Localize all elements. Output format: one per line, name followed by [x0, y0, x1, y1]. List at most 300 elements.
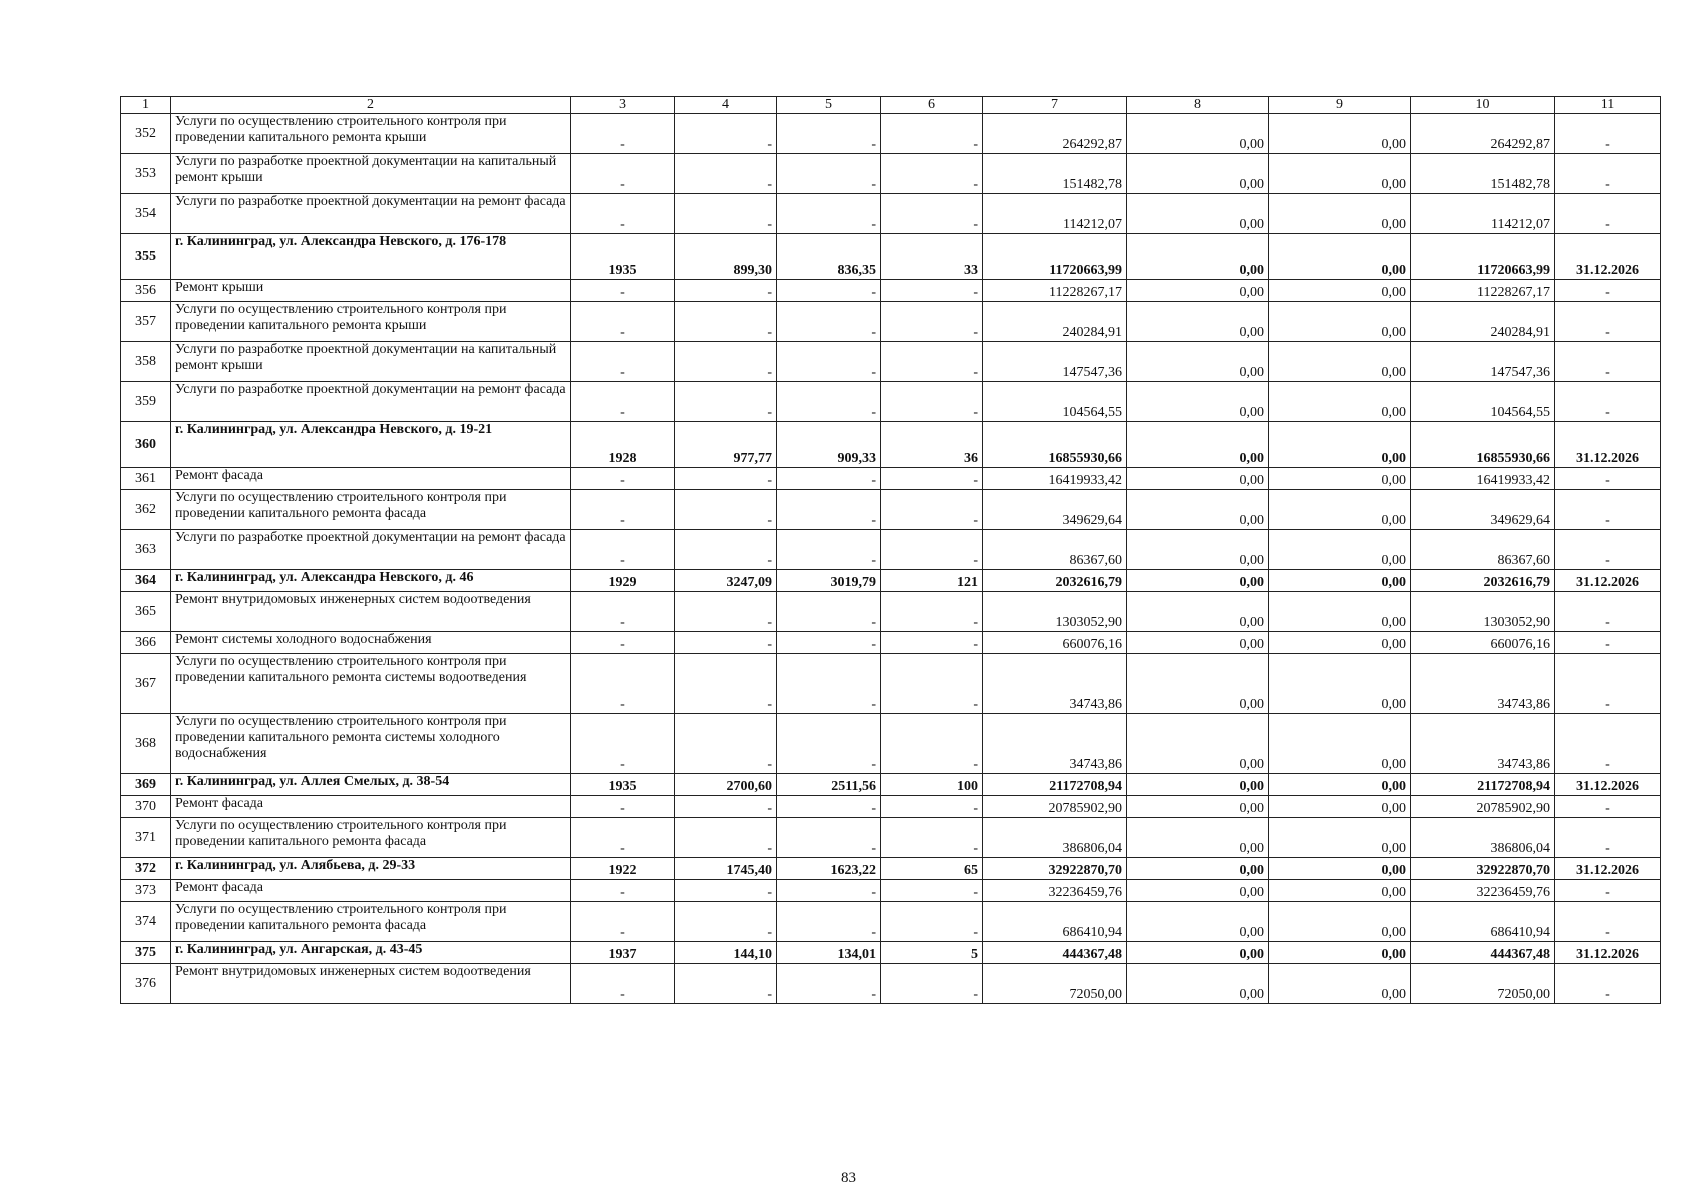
total-area: - [675, 154, 777, 194]
living-area: 3019,79 [777, 570, 881, 592]
completion-date: - [1555, 280, 1661, 302]
col-9-value: 0,00 [1269, 714, 1411, 774]
col-9-value: 0,00 [1269, 382, 1411, 422]
row-number: 353 [121, 154, 171, 194]
table-row [121, 654, 1661, 714]
build-year: 1928 [571, 422, 675, 468]
total-cost: 34743,86 [983, 714, 1127, 774]
total-area: - [675, 468, 777, 490]
table-row [121, 490, 1661, 530]
col-9-value: 0,00 [1269, 818, 1411, 858]
build-year: - [571, 880, 675, 902]
living-area: - [777, 302, 881, 342]
row-description: г. Калининград, ул. Александра Невского, д. 19-21 [171, 422, 571, 468]
row-description: Услуги по осуществлению строительного контроля при проведении капитального ремонта фасада [171, 902, 571, 942]
col-9-value: 0,00 [1269, 342, 1411, 382]
total-area: 1745,40 [675, 858, 777, 880]
row-description: Услуги по осуществлению строительного контроля при проведении капитального ремонта крыши [171, 302, 571, 342]
col-8-value: 0,00 [1127, 342, 1269, 382]
living-area: - [777, 714, 881, 774]
completion-date: - [1555, 490, 1661, 530]
total-cost: 114212,07 [983, 194, 1127, 234]
build-year: - [571, 818, 675, 858]
table-row [121, 796, 1661, 818]
col-9-value: 0,00 [1269, 234, 1411, 280]
address-row [121, 942, 1661, 964]
col-8-value: 0,00 [1127, 154, 1269, 194]
row-number: 362 [121, 490, 171, 530]
col-9-value: 0,00 [1269, 280, 1411, 302]
completion-date: - [1555, 114, 1661, 154]
total-cost: 686410,94 [983, 902, 1127, 942]
col-8-value: 0,00 [1127, 468, 1269, 490]
table-row [121, 280, 1661, 302]
completion-date: - [1555, 796, 1661, 818]
table-row [121, 592, 1661, 632]
living-area: - [777, 902, 881, 942]
row-description: г. Калининград, ул. Ангарская, д. 43-45 [171, 942, 571, 964]
residents-count: - [881, 964, 983, 1004]
col-10-value: 660076,16 [1411, 632, 1555, 654]
completion-date: 31.12.2026 [1555, 942, 1661, 964]
row-description: Услуги по разработке проектной документации на капитальный ремонт крыши [171, 154, 571, 194]
col-10-value: 16855930,66 [1411, 422, 1555, 468]
column-header: 4 [675, 97, 777, 114]
completion-date: - [1555, 654, 1661, 714]
col-8-value: 0,00 [1127, 796, 1269, 818]
completion-date: - [1555, 342, 1661, 382]
total-cost: 660076,16 [983, 632, 1127, 654]
living-area: - [777, 818, 881, 858]
total-area: - [675, 194, 777, 234]
total-cost: 16419933,42 [983, 468, 1127, 490]
row-number: 370 [121, 796, 171, 818]
col-10-value: 21172708,94 [1411, 774, 1555, 796]
col-8-value: 0,00 [1127, 880, 1269, 902]
completion-date: - [1555, 632, 1661, 654]
row-description: Услуги по осуществлению строительного контроля при проведении капитального ремонта крыши [171, 114, 571, 154]
row-description: Услуги по разработке проектной документации на ремонт фасада [171, 530, 571, 570]
col-8-value: 0,00 [1127, 858, 1269, 880]
column-header: 1 [121, 97, 171, 114]
row-description: Услуги по разработке проектной документации на капитальный ремонт крыши [171, 342, 571, 382]
col-8-value: 0,00 [1127, 194, 1269, 234]
residents-count: - [881, 114, 983, 154]
build-year: 1929 [571, 570, 675, 592]
build-year: - [571, 468, 675, 490]
total-cost: 1303052,90 [983, 592, 1127, 632]
col-9-value: 0,00 [1269, 490, 1411, 530]
row-number: 352 [121, 114, 171, 154]
residents-count: - [881, 632, 983, 654]
total-area: 977,77 [675, 422, 777, 468]
total-area: - [675, 632, 777, 654]
completion-date: - [1555, 818, 1661, 858]
col-9-value: 0,00 [1269, 592, 1411, 632]
table-row [121, 818, 1661, 858]
living-area: - [777, 194, 881, 234]
row-description: Услуги по осуществлению строительного контроля при проведении капитального ремонта фасада [171, 490, 571, 530]
residents-count: 100 [881, 774, 983, 796]
residents-count: - [881, 902, 983, 942]
residents-count: - [881, 382, 983, 422]
build-year: - [571, 964, 675, 1004]
column-header: 11 [1555, 97, 1661, 114]
total-cost: 264292,87 [983, 114, 1127, 154]
residents-count: - [881, 280, 983, 302]
col-10-value: 2032616,79 [1411, 570, 1555, 592]
table-row [121, 342, 1661, 382]
total-area: - [675, 490, 777, 530]
address-row [121, 774, 1661, 796]
col-10-value: 151482,78 [1411, 154, 1555, 194]
col-9-value: 0,00 [1269, 654, 1411, 714]
residents-count: 33 [881, 234, 983, 280]
column-header: 2 [171, 97, 571, 114]
col-10-value: 114212,07 [1411, 194, 1555, 234]
total-cost: 151482,78 [983, 154, 1127, 194]
col-8-value: 0,00 [1127, 114, 1269, 154]
completion-date: - [1555, 530, 1661, 570]
total-area: - [675, 796, 777, 818]
living-area: - [777, 468, 881, 490]
build-year: 1935 [571, 234, 675, 280]
build-year: - [571, 902, 675, 942]
col-9-value: 0,00 [1269, 774, 1411, 796]
residents-count: - [881, 654, 983, 714]
row-description: г. Калининград, ул. Аллея Смелых, д. 38-54 [171, 774, 571, 796]
total-area: - [675, 342, 777, 382]
build-year: - [571, 154, 675, 194]
col-9-value: 0,00 [1269, 902, 1411, 942]
total-cost: 72050,00 [983, 964, 1127, 1004]
total-area: - [675, 964, 777, 1004]
page-number: 83 [841, 1170, 856, 1186]
completion-date: - [1555, 382, 1661, 422]
living-area: - [777, 796, 881, 818]
col-10-value: 240284,91 [1411, 302, 1555, 342]
col-9-value: 0,00 [1269, 530, 1411, 570]
col-8-value: 0,00 [1127, 902, 1269, 942]
row-description: Ремонт фасада [171, 468, 571, 490]
total-area: - [675, 902, 777, 942]
row-description: Ремонт внутридомовых инженерных систем водоотведения [171, 592, 571, 632]
residents-count: - [881, 818, 983, 858]
total-area: - [675, 592, 777, 632]
repair-program-table [120, 96, 1661, 1004]
total-cost: 16855930,66 [983, 422, 1127, 468]
residents-count: 65 [881, 858, 983, 880]
table-row [121, 382, 1661, 422]
residents-count: - [881, 342, 983, 382]
col-9-value: 0,00 [1269, 114, 1411, 154]
row-number: 375 [121, 942, 171, 964]
row-description: Услуги по разработке проектной документации на ремонт фасада [171, 382, 571, 422]
build-year: - [571, 342, 675, 382]
col-8-value: 0,00 [1127, 234, 1269, 280]
row-number: 365 [121, 592, 171, 632]
living-area: 134,01 [777, 942, 881, 964]
living-area: 1623,22 [777, 858, 881, 880]
col-8-value: 0,00 [1127, 632, 1269, 654]
col-10-value: 686410,94 [1411, 902, 1555, 942]
living-area: 909,33 [777, 422, 881, 468]
column-header: 6 [881, 97, 983, 114]
living-area: - [777, 654, 881, 714]
total-area: - [675, 280, 777, 302]
row-number: 355 [121, 234, 171, 280]
address-row [121, 570, 1661, 592]
completion-date: - [1555, 302, 1661, 342]
row-number: 371 [121, 818, 171, 858]
residents-count: - [881, 302, 983, 342]
completion-date: - [1555, 880, 1661, 902]
build-year: 1922 [571, 858, 675, 880]
completion-date: 31.12.2026 [1555, 858, 1661, 880]
total-cost: 349629,64 [983, 490, 1127, 530]
living-area: - [777, 964, 881, 1004]
column-header: 7 [983, 97, 1127, 114]
table-row [121, 530, 1661, 570]
row-description: Ремонт фасада [171, 880, 571, 902]
total-cost: 104564,55 [983, 382, 1127, 422]
total-area: - [675, 382, 777, 422]
build-year: - [571, 490, 675, 530]
table-row [121, 114, 1661, 154]
row-description: Услуги по осуществлению строительного контроля при проведении капитального ремонта фасада [171, 818, 571, 858]
col-9-value: 0,00 [1269, 154, 1411, 194]
total-cost: 32236459,76 [983, 880, 1127, 902]
living-area: 836,35 [777, 234, 881, 280]
residents-count: - [881, 880, 983, 902]
total-cost: 34743,86 [983, 654, 1127, 714]
living-area: - [777, 114, 881, 154]
col-10-value: 1303052,90 [1411, 592, 1555, 632]
residents-count: - [881, 530, 983, 570]
col-10-value: 147547,36 [1411, 342, 1555, 382]
residents-count: 121 [881, 570, 983, 592]
col-9-value: 0,00 [1269, 632, 1411, 654]
col-9-value: 0,00 [1269, 858, 1411, 880]
build-year: - [571, 194, 675, 234]
living-area: - [777, 632, 881, 654]
column-header: 5 [777, 97, 881, 114]
col-8-value: 0,00 [1127, 818, 1269, 858]
living-area: - [777, 280, 881, 302]
total-cost: 147547,36 [983, 342, 1127, 382]
address-row [121, 858, 1661, 880]
total-area: - [675, 302, 777, 342]
col-8-value: 0,00 [1127, 942, 1269, 964]
col-10-value: 34743,86 [1411, 654, 1555, 714]
col-9-value: 0,00 [1269, 880, 1411, 902]
total-area: - [675, 880, 777, 902]
row-description: Ремонт внутридомовых инженерных систем водоотведения [171, 964, 571, 1004]
col-10-value: 32922870,70 [1411, 858, 1555, 880]
build-year: - [571, 382, 675, 422]
table-row [121, 194, 1661, 234]
residents-count: 36 [881, 422, 983, 468]
col-9-value: 0,00 [1269, 570, 1411, 592]
row-description: г. Калининград, ул. Александра Невского, д. 46 [171, 570, 571, 592]
col-9-value: 0,00 [1269, 964, 1411, 1004]
total-cost: 11720663,99 [983, 234, 1127, 280]
build-year: - [571, 280, 675, 302]
total-area: 2700,60 [675, 774, 777, 796]
col-10-value: 104564,55 [1411, 382, 1555, 422]
row-number: 361 [121, 468, 171, 490]
col-9-value: 0,00 [1269, 796, 1411, 818]
living-area: - [777, 880, 881, 902]
col-9-value: 0,00 [1269, 468, 1411, 490]
residents-count: - [881, 592, 983, 632]
document-page [120, 96, 1660, 1004]
row-description: Ремонт фасада [171, 796, 571, 818]
completion-date: 31.12.2026 [1555, 570, 1661, 592]
table-row [121, 964, 1661, 1004]
total-cost: 11228267,17 [983, 280, 1127, 302]
col-8-value: 0,00 [1127, 964, 1269, 1004]
build-year: - [571, 654, 675, 714]
table-row [121, 468, 1661, 490]
total-area: 3247,09 [675, 570, 777, 592]
col-10-value: 349629,64 [1411, 490, 1555, 530]
table-row [121, 714, 1661, 774]
residents-count: - [881, 796, 983, 818]
living-area: - [777, 592, 881, 632]
build-year: - [571, 302, 675, 342]
row-number: 358 [121, 342, 171, 382]
col-10-value: 16419933,42 [1411, 468, 1555, 490]
table-body [121, 114, 1661, 1004]
build-year: - [571, 592, 675, 632]
column-header: 9 [1269, 97, 1411, 114]
col-10-value: 72050,00 [1411, 964, 1555, 1004]
row-number: 374 [121, 902, 171, 942]
build-year: - [571, 796, 675, 818]
living-area: - [777, 382, 881, 422]
residents-count: - [881, 194, 983, 234]
col-9-value: 0,00 [1269, 422, 1411, 468]
col-8-value: 0,00 [1127, 592, 1269, 632]
row-number: 357 [121, 302, 171, 342]
completion-date: - [1555, 154, 1661, 194]
col-10-value: 11228267,17 [1411, 280, 1555, 302]
table-row [121, 902, 1661, 942]
total-area: 144,10 [675, 942, 777, 964]
total-cost: 32922870,70 [983, 858, 1127, 880]
col-10-value: 11720663,99 [1411, 234, 1555, 280]
row-description: Услуги по разработке проектной документации на ремонт фасада [171, 194, 571, 234]
total-area: - [675, 114, 777, 154]
total-area: 899,30 [675, 234, 777, 280]
row-number: 359 [121, 382, 171, 422]
residents-count: 5 [881, 942, 983, 964]
total-area: - [675, 530, 777, 570]
column-header: 8 [1127, 97, 1269, 114]
living-area: - [777, 342, 881, 382]
completion-date: - [1555, 468, 1661, 490]
col-10-value: 34743,86 [1411, 714, 1555, 774]
row-number: 373 [121, 880, 171, 902]
col-9-value: 0,00 [1269, 302, 1411, 342]
row-number: 363 [121, 530, 171, 570]
col-8-value: 0,00 [1127, 570, 1269, 592]
total-cost: 240284,91 [983, 302, 1127, 342]
living-area: - [777, 154, 881, 194]
table-row [121, 302, 1661, 342]
column-header: 10 [1411, 97, 1555, 114]
completion-date: 31.12.2026 [1555, 234, 1661, 280]
row-description: Услуги по осуществлению строительного контроля при проведении капитального ремонта системы водоотведения [171, 654, 571, 714]
col-9-value: 0,00 [1269, 194, 1411, 234]
col-8-value: 0,00 [1127, 422, 1269, 468]
total-area: - [675, 714, 777, 774]
residents-count: - [881, 154, 983, 194]
row-number: 367 [121, 654, 171, 714]
row-number: 376 [121, 964, 171, 1004]
row-number: 364 [121, 570, 171, 592]
total-cost: 21172708,94 [983, 774, 1127, 796]
col-10-value: 32236459,76 [1411, 880, 1555, 902]
total-area: - [675, 818, 777, 858]
build-year: - [571, 530, 675, 570]
completion-date: - [1555, 592, 1661, 632]
col-8-value: 0,00 [1127, 490, 1269, 530]
col-8-value: 0,00 [1127, 654, 1269, 714]
living-area: - [777, 490, 881, 530]
completion-date: 31.12.2026 [1555, 422, 1661, 468]
build-year: - [571, 714, 675, 774]
col-10-value: 444367,48 [1411, 942, 1555, 964]
col-10-value: 264292,87 [1411, 114, 1555, 154]
col-8-value: 0,00 [1127, 302, 1269, 342]
row-number: 369 [121, 774, 171, 796]
table-row [121, 632, 1661, 654]
row-description: Услуги по осуществлению строительного контроля при проведении капитального ремонта системы холодного водоснабжения [171, 714, 571, 774]
col-8-value: 0,00 [1127, 714, 1269, 774]
row-number: 366 [121, 632, 171, 654]
completion-date: - [1555, 964, 1661, 1004]
completion-date: - [1555, 902, 1661, 942]
col-10-value: 20785902,90 [1411, 796, 1555, 818]
address-row [121, 234, 1661, 280]
col-8-value: 0,00 [1127, 774, 1269, 796]
row-description: Ремонт крыши [171, 280, 571, 302]
total-cost: 2032616,79 [983, 570, 1127, 592]
column-header: 3 [571, 97, 675, 114]
build-year: 1935 [571, 774, 675, 796]
row-number: 354 [121, 194, 171, 234]
address-row [121, 422, 1661, 468]
header-row [121, 97, 1661, 114]
living-area: 2511,56 [777, 774, 881, 796]
completion-date: 31.12.2026 [1555, 774, 1661, 796]
col-10-value: 386806,04 [1411, 818, 1555, 858]
completion-date: - [1555, 194, 1661, 234]
row-number: 360 [121, 422, 171, 468]
col-10-value: 86367,60 [1411, 530, 1555, 570]
residents-count: - [881, 468, 983, 490]
total-cost: 20785902,90 [983, 796, 1127, 818]
total-cost: 86367,60 [983, 530, 1127, 570]
residents-count: - [881, 490, 983, 530]
col-8-value: 0,00 [1127, 530, 1269, 570]
build-year: - [571, 114, 675, 154]
total-cost: 444367,48 [983, 942, 1127, 964]
row-number: 372 [121, 858, 171, 880]
col-8-value: 0,00 [1127, 280, 1269, 302]
